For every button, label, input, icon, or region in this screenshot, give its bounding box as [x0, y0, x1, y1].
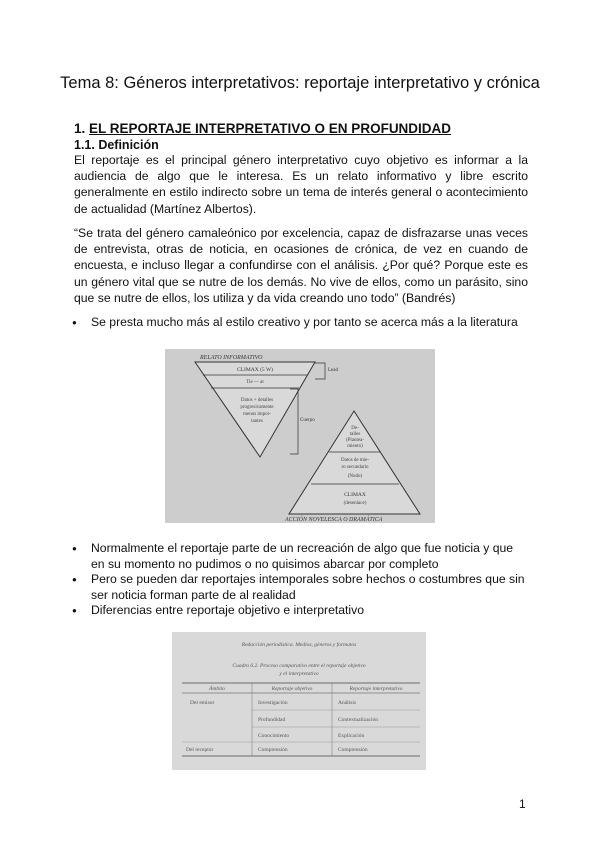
table-cell: Explicación [338, 733, 365, 739]
bullet-item: ● Pero se pueden dar reportajes intemporales sobre hechos o costumbres que sin ser noticia forman parte de al realidad [91, 572, 528, 603]
diagram-pyramid-line: (desenlace) [343, 501, 367, 506]
paragraph-quote: “Se trata del género camaleónico por excelencia, capaz de disfrazarse unas veces de entrevista, otras de noticia, en ocasiones de crónica, de vez en cuando de encuesta, e incluso llegar a confundirse con el análisis. ¿Por qué? Porque este es un género vital que se nutre de los demás. No vive de ellos, como un parásito, sino que se nutre de ellos, los utiliza y da vida creando uno todo” (Bandrés) [74, 226, 528, 305]
diagram-pyramid-line: (Plantea- [345, 438, 365, 443]
table-cell: Análisis [338, 700, 357, 706]
table-header-cell: Reportaje interpretativo [349, 686, 403, 692]
diagram-lead-label: Lead [328, 368, 338, 373]
diagram-pyramid-line: CLIMAX [344, 492, 366, 498]
diagram-pyramid-line: miento) [347, 444, 363, 449]
table-cell: Conocimiento [258, 733, 290, 739]
diagram-inverted-line: menos impor- [243, 412, 271, 417]
diagram-pyramid-line: talles [349, 432, 361, 437]
table-header-cell: Reportaje objetivo [271, 686, 313, 692]
diagram-inverted-line: tantes [251, 419, 263, 424]
table-caption: y el interpretativo [279, 671, 319, 677]
section-heading-text: EL REPORTAJE INTERPRETATIVO O EN PROFUNDIDAD [89, 121, 452, 136]
table-cell: Comprensión [338, 747, 368, 753]
diagram-pyramid-line: (Nudo) [347, 474, 363, 479]
page-title: Tema 8: Géneros interpretativos: reportaje interpretativo y crónica [60, 74, 540, 92]
table-drawing [172, 632, 426, 770]
diagram-inverted-line: CLIMAX (5 W) [237, 367, 273, 373]
section-number: 1. [74, 121, 86, 136]
section-heading [74, 121, 451, 136]
diagram-pyramid-line: Datos de mie- [340, 458, 370, 463]
bullet-item: ● Diferencias entre reportaje objetivo e interpretativo [91, 603, 528, 619]
diagram-inverted-line: Datos + detalles [240, 398, 274, 403]
diagram-title-bottom: ACCIÓN NOVELESCA O DRAMÁTICA [285, 517, 383, 523]
diagram-inverted-line: progresivamente [240, 405, 274, 410]
table-cell: Comprensión [258, 747, 288, 753]
table-header-cell: Ámbito [209, 686, 225, 692]
diagram-pyramid-line: ro secundario [341, 465, 369, 470]
table-cell: Profundidad [258, 717, 286, 723]
table-caption: Cuadro 6.2. Proceso comparativo entre el reportaje objetivo [232, 663, 366, 669]
diagram-drawing [165, 349, 435, 523]
paragraph-definition: El reportaje es el principal género interpretativo cuyo objetivo es informar a la audiencia de algo que le interesa. Es un relato informativo y libre escrito generalmente en estilo indirecto sobre un tema de interés general o acontecimiento de actualidad (Martínez Albertos). [74, 153, 528, 216]
diagram-body-label: Cuerpo [300, 418, 315, 423]
page-number: 1 [519, 797, 526, 811]
subsection-heading: 1.1. Definición [74, 138, 159, 152]
table-photo [172, 632, 426, 770]
table-cell: Del emisor [190, 700, 215, 706]
table-cell: Investigación [258, 700, 288, 706]
diagram-pyramid-line: De- [351, 426, 359, 431]
diagram-photo [165, 349, 435, 523]
bullet-item: ● Se presta mucho más al estilo creativo y por tanto se acerca más a la literatura [91, 315, 528, 331]
bullet-item: ● Normalmente el reportaje parte de un recreación de algo que fue noticia y que en su momento no pudimos o no quisimos abarcar por completo [91, 541, 528, 572]
diagram-inverted-line: Tie — at [246, 380, 264, 385]
table-caption: Redacción periodística. Medios, géneros y formatos [241, 642, 357, 648]
diagram-title-top: RELATO INFORMATIVO [200, 355, 263, 361]
table-cell: Del receptor [186, 747, 214, 753]
table-cell: Contextualización [338, 717, 379, 723]
